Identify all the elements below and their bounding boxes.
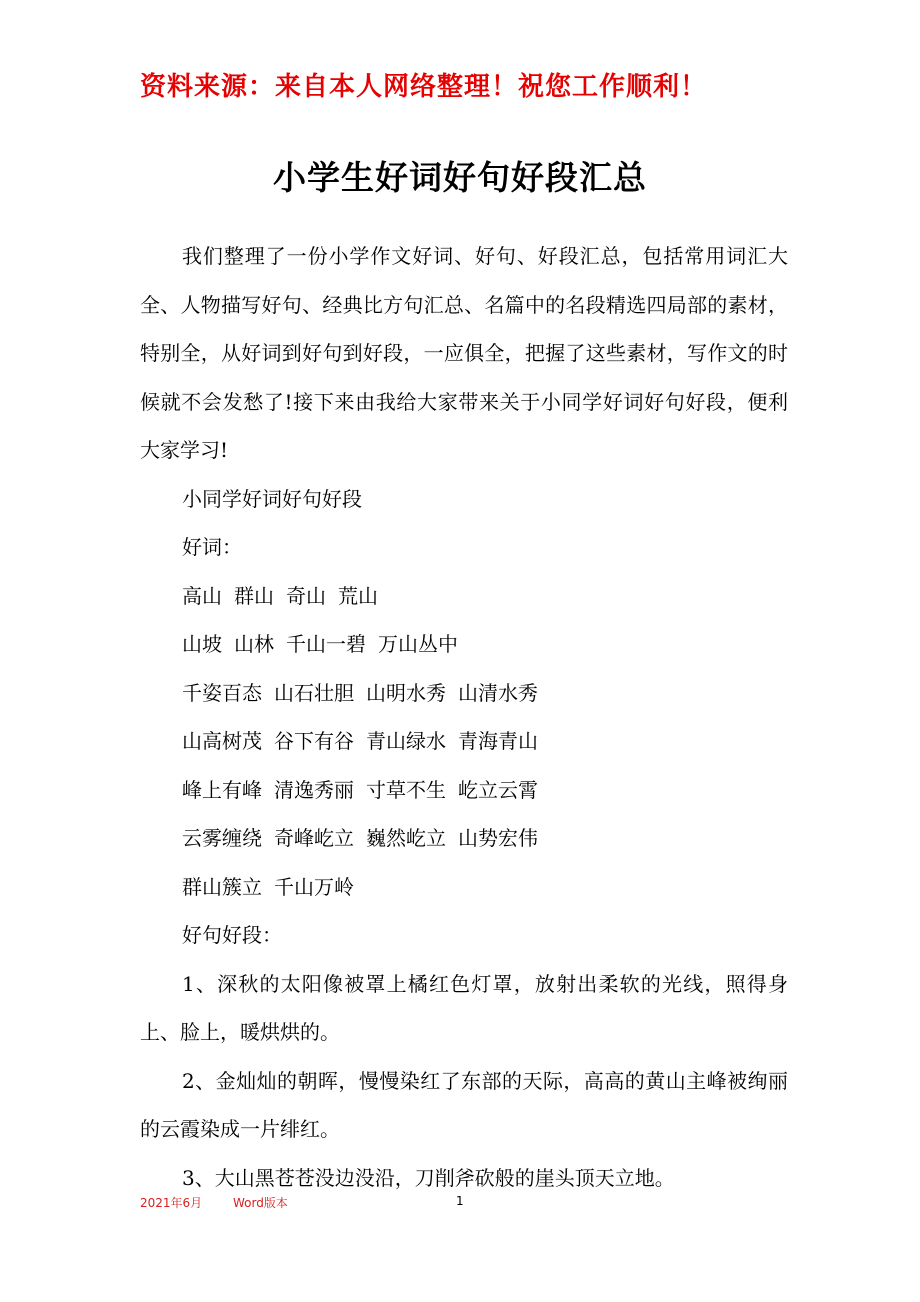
word-row <box>140 669 788 718</box>
word-item: 山清水秀 <box>458 680 538 705</box>
section-heading: 小同学好词好句好段 <box>182 486 362 511</box>
word-item: 奇峰屹立 <box>274 826 354 850</box>
word-item: 千山万岭 <box>274 874 354 899</box>
word-item: 山石壮胆 <box>274 680 354 705</box>
word-item: 荒山 <box>338 583 378 608</box>
word-item: 山势宏伟 <box>458 826 538 850</box>
document-body <box>140 232 788 1202</box>
source-banner: 资料来源：来自本人网络整理！祝您工作顺利！ <box>140 72 708 102</box>
word-item: 山坡 <box>182 632 222 656</box>
word-item: 山高树茂 <box>182 729 262 753</box>
sentences-label: 好句好段： <box>182 923 282 947</box>
document-title: 小学生好词好句好段汇总 <box>273 158 647 197</box>
word-item: 群山簇立 <box>182 874 262 899</box>
word-item: 青山绿水 <box>366 729 446 753</box>
word-item: 云雾缠绕 <box>182 826 262 850</box>
word-item: 寸草不生 <box>366 777 446 802</box>
word-item: 高山 <box>182 583 222 608</box>
word-item: 奇山 <box>286 583 326 608</box>
word-item: 千山一碧 <box>286 632 366 656</box>
word-item: 屹立云霄 <box>458 777 538 802</box>
word-item: 山林 <box>234 632 274 656</box>
sentence-paragraph: 3、大山黑苍苍没边没沿，刀削斧砍般的崖头顶天立地。 <box>182 1165 675 1190</box>
word-row <box>140 620 788 669</box>
word-item: 峰上有峰 <box>182 777 262 802</box>
word-item: 群山 <box>234 583 274 608</box>
intro-paragraph: 我们整理了一份小学作文好词、好句、好段汇总，包括常用词汇大全、人物描写好句、经典比方句汇总、名篇中的名段精选四局部的素材，特别全，从好词到好句到好段，一应俱全，把握了这些素材，写作文的时候就不会发愁了!接下来由我给大家带来关于小同学好词好句好段，便利大家学习! <box>140 244 788 462</box>
sentence-paragraph: 2、金灿灿的朝晖，慢慢染红了东部的天际，高高的黄山主峰被绚丽的云霞染成一片绯红。 <box>140 1068 788 1141</box>
word-item: 谷下有谷 <box>274 729 354 753</box>
word-item: 千姿百态 <box>182 680 262 705</box>
word-row <box>140 572 788 621</box>
word-item: 巍然屹立 <box>366 826 446 850</box>
page-footer <box>140 1194 800 1214</box>
footer-date: 2021年6月 <box>140 1196 203 1210</box>
word-row <box>140 717 788 766</box>
word-row <box>140 863 788 912</box>
word-row <box>140 814 788 863</box>
words-label: 好词： <box>182 535 242 559</box>
word-row <box>140 766 788 815</box>
word-item: 山明水秀 <box>366 680 446 705</box>
word-item: 万山丛中 <box>378 632 458 656</box>
footer-version: Word版本 <box>233 1196 288 1210</box>
word-item: 青海青山 <box>458 729 538 753</box>
word-item: 清逸秀丽 <box>274 777 354 802</box>
sentence-paragraph: 1、深秋的太阳像被罩上橘红色灯罩，放射出柔软的光线，照得身上、脸上，暖烘烘的。 <box>140 971 788 1044</box>
page-number: 1 <box>456 1194 464 1208</box>
